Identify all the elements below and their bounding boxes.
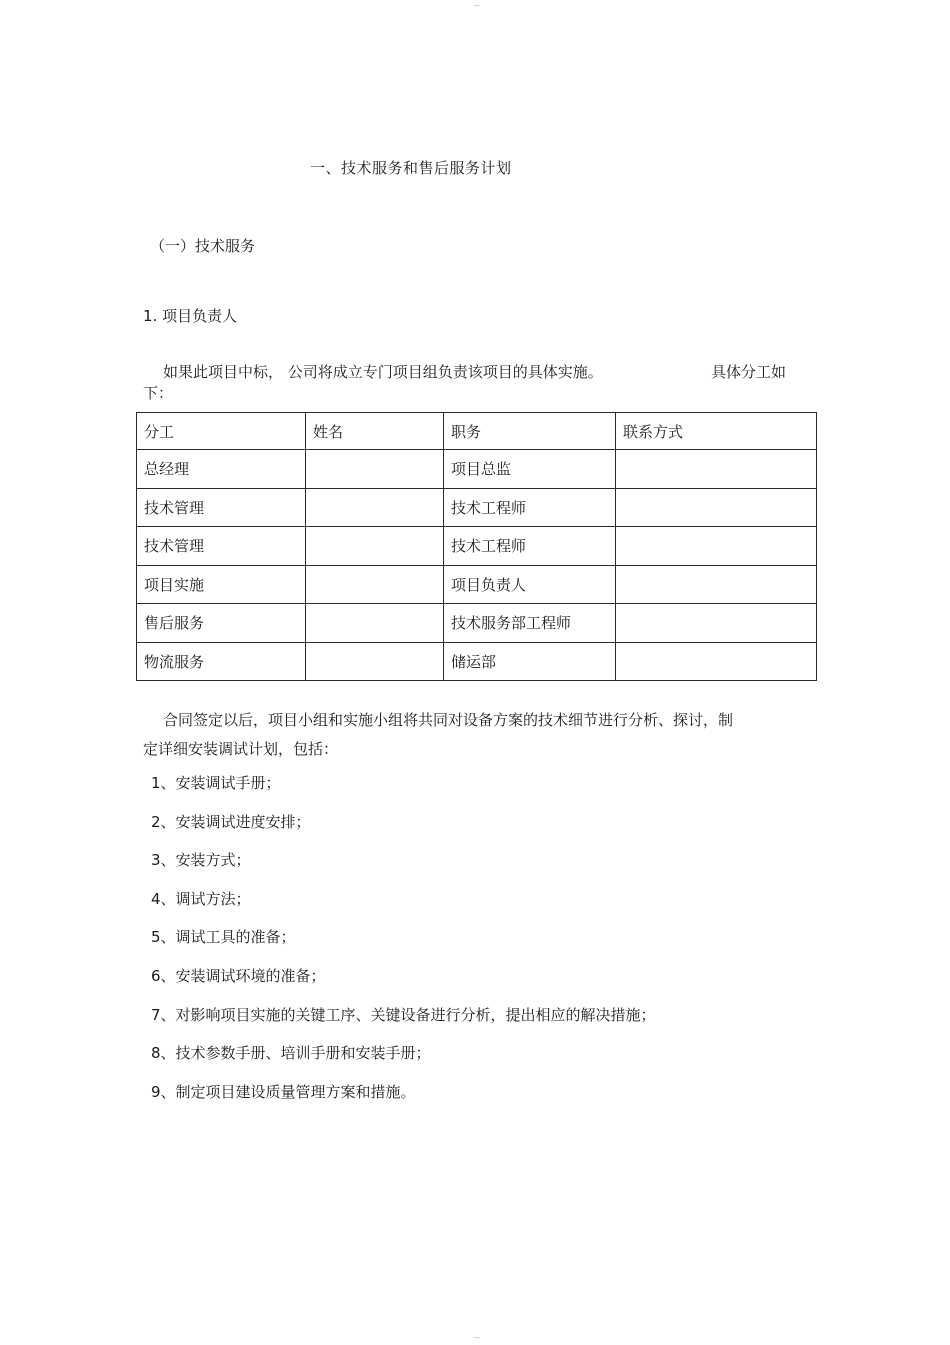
table-cell <box>616 604 817 643</box>
table-header-cell: 姓名 <box>306 413 444 450</box>
table-cell <box>306 450 444 489</box>
table-header-row <box>137 413 817 450</box>
intro-text-part1: 如果此项目中标， 公司将成立专门项目组负责该项目的具体实施。 <box>163 363 603 381</box>
document-title: 一、技术服务和售后服务计划 <box>310 159 512 177</box>
list-item: 5、调试工具的准备； <box>151 928 296 947</box>
table-cell <box>306 488 444 527</box>
intro-text-part3: 下： <box>143 384 174 402</box>
page-bottom-mark: -- <box>474 1333 480 1342</box>
list-item: 4、调试方法； <box>151 889 251 908</box>
table-row <box>137 450 817 489</box>
list-item: 6、安装调试环境的准备； <box>151 966 326 985</box>
table-row <box>137 565 817 604</box>
list-item: 2、安装调试进度安排； <box>151 812 311 831</box>
plan-paragraph <box>143 706 783 764</box>
table-cell <box>306 642 444 681</box>
table-cell: 物流服务 <box>137 642 306 681</box>
table-header-cell: 职务 <box>444 413 616 450</box>
list-item: 7、对影响项目实施的关键工序、关键设备进行分析，提出相应的解决措施； <box>151 1005 656 1024</box>
table-cell: 技术工程师 <box>444 527 616 566</box>
section-heading: （一）技术服务 <box>150 237 256 255</box>
list-item: 1、安装调试手册； <box>151 774 281 792</box>
table-cell <box>616 642 817 681</box>
table-cell <box>306 604 444 643</box>
table-cell <box>616 488 817 527</box>
intro-paragraph <box>143 362 803 404</box>
table-cell <box>616 527 817 566</box>
table-cell <box>616 565 817 604</box>
list-item: 3、安装方式； <box>151 851 251 870</box>
roles-table <box>136 412 817 681</box>
table-cell: 总经理 <box>137 450 306 489</box>
table-cell: 售后服务 <box>137 604 306 643</box>
plan-paragraph-line2: 定详细安装调试计划，包括： <box>143 740 339 758</box>
table-cell <box>616 450 817 489</box>
table-row <box>137 527 817 566</box>
table-cell: 项目负责人 <box>444 565 616 604</box>
list-item: 8、技术参数手册、培训手册和安装手册； <box>151 1044 431 1063</box>
intro-text-part2: 具体分工如 <box>711 363 787 381</box>
table-header-cell: 联系方式 <box>616 413 817 450</box>
table-cell: 技术管理 <box>137 488 306 527</box>
list-item: 9、制定项目建设质量管理方案和措施。 <box>151 1082 416 1101</box>
table-cell: 技术工程师 <box>444 488 616 527</box>
table-cell <box>306 527 444 566</box>
table-row <box>137 488 817 527</box>
table-row <box>137 642 817 681</box>
plan-steps-list <box>151 770 656 1117</box>
table-row <box>137 604 817 643</box>
table-cell: 储运部 <box>444 642 616 681</box>
item-heading: 1. 项目负责人 <box>143 307 238 325</box>
table-cell: 项目实施 <box>137 565 306 604</box>
page-top-mark: -- <box>474 1 480 10</box>
table-cell <box>306 565 444 604</box>
table-cell: 项目总监 <box>444 450 616 489</box>
plan-paragraph-line1: 合同签定以后，项目小组和实施小组将共同对设备方案的技术细节进行分析、探讨，制 <box>163 711 734 729</box>
table-cell: 技术服务部工程师 <box>444 604 616 643</box>
table-header-cell: 分工 <box>137 413 306 450</box>
table-cell: 技术管理 <box>137 527 306 566</box>
